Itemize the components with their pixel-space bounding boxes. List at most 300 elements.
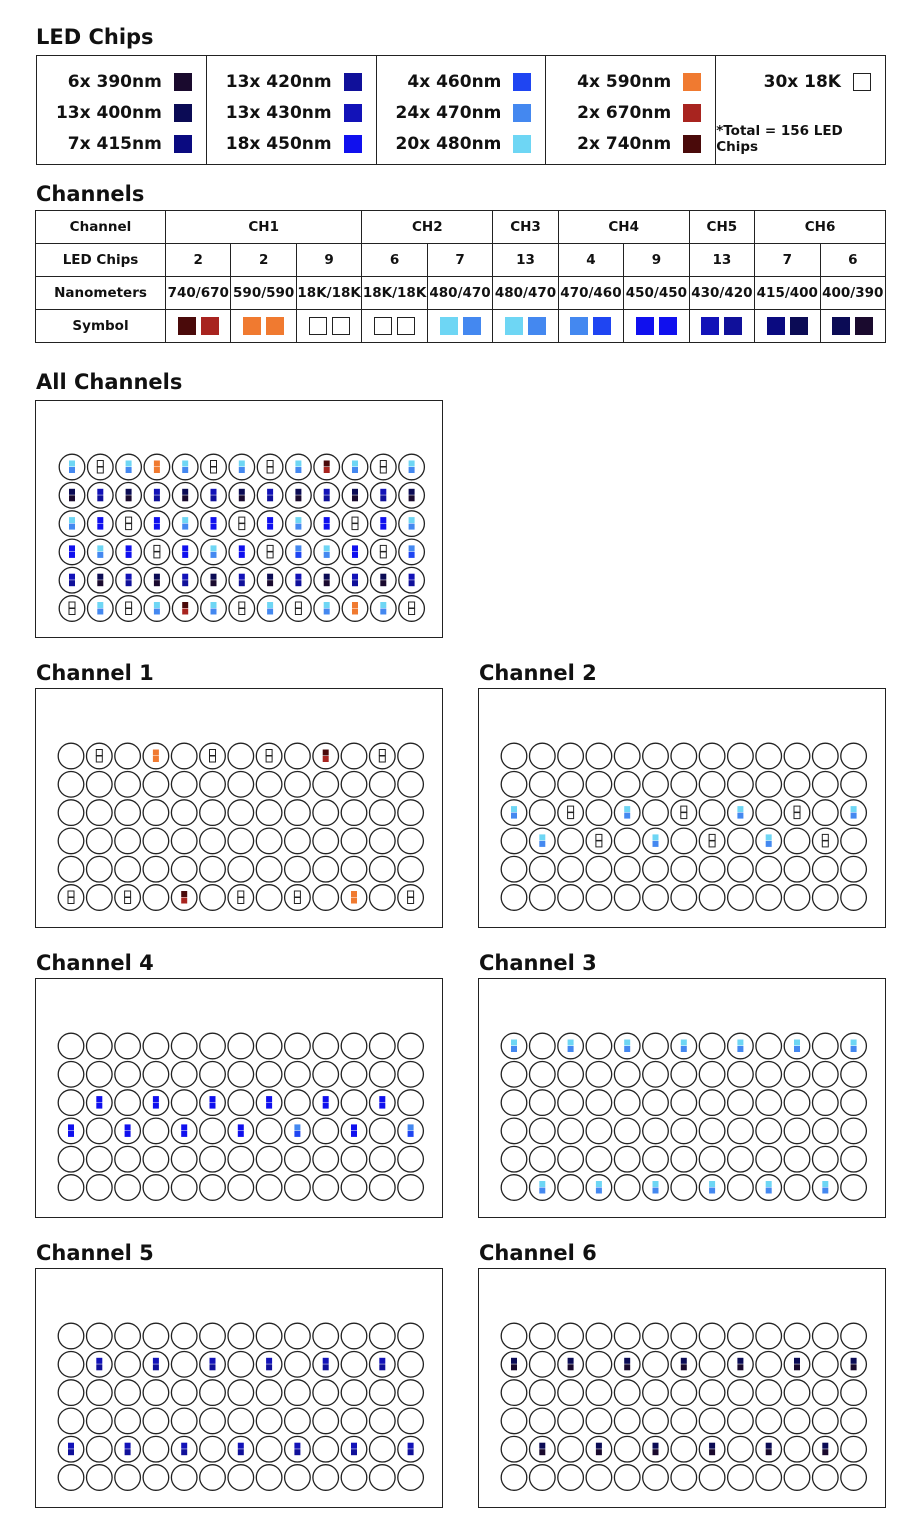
led-chip — [324, 580, 330, 586]
led-socket — [200, 800, 226, 826]
led-chip — [182, 574, 188, 580]
led-socket — [229, 483, 255, 509]
led-socket — [313, 1465, 339, 1491]
led-chip — [851, 1040, 857, 1046]
led-chip — [324, 609, 330, 615]
led-socket — [728, 1062, 754, 1088]
led-socket — [699, 1436, 725, 1462]
led-socket — [841, 1090, 867, 1116]
led-socket — [58, 743, 84, 769]
led-chip — [539, 1188, 545, 1194]
channel-header: CH4 — [558, 211, 689, 244]
led-socket — [699, 743, 725, 769]
led-chip — [239, 517, 245, 523]
led-socket — [813, 1146, 839, 1172]
led-chip — [294, 898, 300, 904]
led-socket — [115, 1118, 141, 1144]
legend-item-label: 24x 470nm — [395, 102, 502, 123]
led-socket — [87, 772, 113, 798]
led-socket — [285, 1146, 311, 1172]
led-socket — [171, 1323, 197, 1349]
led-chip — [568, 1358, 574, 1364]
led-socket — [728, 1380, 754, 1406]
led-chip — [709, 841, 715, 847]
led-chip — [408, 1443, 414, 1449]
led-socket — [784, 1090, 810, 1116]
led-socket — [530, 1118, 556, 1144]
led-socket — [398, 1436, 424, 1462]
led-chip — [238, 891, 244, 897]
led-chip — [352, 602, 358, 608]
led-socket — [728, 1146, 754, 1172]
led-socket — [586, 1090, 612, 1116]
led-chip — [511, 1046, 517, 1052]
led-chip — [267, 602, 273, 608]
led-chip — [653, 1449, 659, 1455]
nanometers-cell: 470/460 — [558, 277, 623, 310]
led-socket — [256, 1175, 282, 1201]
led-socket — [256, 772, 282, 798]
led-socket — [643, 1062, 669, 1088]
led-chip — [409, 489, 415, 495]
led-chip — [295, 467, 301, 473]
legend-item-label: 13x 400nm — [55, 102, 162, 123]
symbol-cell — [689, 310, 754, 343]
led-chip — [211, 467, 217, 473]
led-socket — [257, 511, 283, 537]
led-chip — [681, 1364, 687, 1370]
led-chip — [211, 552, 217, 558]
led-chip — [409, 495, 415, 501]
led-socket — [813, 1436, 839, 1462]
led-chip — [295, 545, 301, 551]
led-chip — [68, 1124, 74, 1130]
led-socket — [728, 1323, 754, 1349]
led-chip — [295, 517, 301, 523]
led-socket — [201, 511, 227, 537]
led-socket — [370, 1175, 396, 1201]
led-chip — [126, 467, 132, 473]
led-socket — [87, 1465, 113, 1491]
led-chip — [125, 1124, 131, 1130]
led-socket — [530, 1352, 556, 1378]
led-socket — [285, 743, 311, 769]
led-chip — [125, 1443, 131, 1449]
led-socket — [530, 1408, 556, 1434]
led-chip — [351, 1124, 357, 1130]
led-chip — [211, 489, 217, 495]
led-socket — [87, 1408, 113, 1434]
led-socket — [313, 1033, 339, 1059]
led-chip — [125, 891, 131, 897]
led-socket — [313, 772, 339, 798]
led-socket — [58, 1175, 84, 1201]
led-socket — [699, 885, 725, 911]
led-chip — [709, 1181, 715, 1187]
led-chip — [97, 524, 103, 530]
led-socket — [58, 1323, 84, 1349]
led-socket — [228, 743, 254, 769]
legend-swatch — [344, 104, 362, 122]
led-chip — [766, 841, 772, 847]
panel-title-ch5: Channel 5 — [36, 1241, 154, 1265]
led-chip — [352, 524, 358, 530]
led-chip — [295, 461, 301, 467]
led-socket — [58, 1352, 84, 1378]
led-socket — [671, 1062, 697, 1088]
led-socket — [87, 1380, 113, 1406]
led-socket — [256, 856, 282, 882]
led-chip — [380, 517, 386, 523]
led-socket — [756, 1380, 782, 1406]
led-socket — [115, 800, 141, 826]
led-chip — [239, 489, 245, 495]
led-chip — [709, 1443, 715, 1449]
led-chip — [379, 1358, 385, 1364]
led-chip — [153, 1364, 159, 1370]
led-chip — [126, 580, 132, 586]
led-socket — [256, 828, 282, 854]
led-socket — [115, 1090, 141, 1116]
led-socket — [501, 1408, 527, 1434]
led-socket — [756, 1118, 782, 1144]
led-socket — [399, 511, 425, 537]
led-chip — [239, 602, 245, 608]
led-chip — [154, 545, 160, 551]
led-chip — [323, 1096, 329, 1102]
led-socket — [228, 1118, 254, 1144]
led-chip — [239, 495, 245, 501]
led-socket — [643, 1033, 669, 1059]
led-socket — [813, 1408, 839, 1434]
led-socket — [398, 1090, 424, 1116]
led-socket — [256, 1408, 282, 1434]
led-socket — [87, 1436, 113, 1462]
led-chip — [324, 495, 330, 501]
nanometers-cell: 740/670 — [166, 277, 231, 310]
led-chip — [125, 898, 131, 904]
led-chip — [511, 1040, 517, 1046]
table-row — [36, 211, 886, 244]
led-chip — [97, 545, 103, 551]
led-chip — [324, 574, 330, 580]
led-chip — [323, 1364, 329, 1370]
led-chip — [126, 574, 132, 580]
led-socket — [841, 1323, 867, 1349]
led-chip — [539, 1181, 545, 1187]
led-socket — [671, 1175, 697, 1201]
legend-column — [546, 56, 716, 164]
led-chip — [380, 602, 386, 608]
led-chip — [266, 1103, 272, 1109]
led-chip — [352, 467, 358, 473]
led-chip — [126, 602, 132, 608]
led-socket — [143, 800, 169, 826]
led-chip — [352, 517, 358, 523]
led-chip — [97, 609, 103, 615]
channel-header: CH6 — [755, 211, 886, 244]
led-socket — [144, 511, 170, 537]
led-chip — [182, 517, 188, 523]
led-socket — [313, 1323, 339, 1349]
led-chip — [409, 545, 415, 551]
led-chip — [408, 1449, 414, 1455]
led-socket — [87, 800, 113, 826]
symbol-swatch — [701, 317, 719, 335]
led-socket — [643, 800, 669, 826]
led-chip — [794, 1364, 800, 1370]
channel-panel-ch2 — [478, 688, 886, 928]
led-chip — [181, 1443, 187, 1449]
led-chip — [380, 524, 386, 530]
led-chip — [267, 609, 273, 615]
led-chip — [409, 461, 415, 467]
led-chip — [295, 574, 301, 580]
led-socket — [341, 1323, 367, 1349]
led-chip — [409, 609, 415, 615]
nanometers-cell: 415/400 — [755, 277, 820, 310]
led-chip — [267, 580, 273, 586]
led-chip — [379, 1103, 385, 1109]
led-socket — [643, 856, 669, 882]
led-socket — [370, 828, 396, 854]
panel-title-ch1: Channel 1 — [36, 661, 154, 685]
led-chip — [238, 1443, 244, 1449]
led-socket — [171, 856, 197, 882]
led-socket — [558, 1175, 584, 1201]
led-socket — [200, 828, 226, 854]
led-chip — [408, 1131, 414, 1137]
led-chip — [409, 602, 415, 608]
led-chip — [737, 806, 743, 812]
led-socket — [313, 856, 339, 882]
led-chip — [568, 806, 574, 812]
led-chip — [409, 580, 415, 586]
led-socket — [671, 743, 697, 769]
led-socket — [501, 1465, 527, 1491]
led-socket — [143, 828, 169, 854]
symbol-swatch — [266, 317, 284, 335]
led-socket — [643, 1408, 669, 1434]
led-socket — [841, 743, 867, 769]
led-socket — [813, 1352, 839, 1378]
led-chip — [69, 552, 75, 558]
led-socket — [115, 1352, 141, 1378]
led-chip — [351, 898, 357, 904]
led-socket — [371, 483, 397, 509]
led-chip — [324, 552, 330, 558]
led-socket — [728, 772, 754, 798]
legend-swatch — [513, 135, 531, 153]
led-socket — [501, 743, 527, 769]
legend-total: *Total = 156 LED Chips — [716, 123, 843, 155]
led-chip — [379, 750, 385, 756]
led-chip — [681, 1046, 687, 1052]
symbol-cell — [362, 310, 427, 343]
led-socket — [256, 1465, 282, 1491]
legend-item — [207, 128, 362, 159]
led-chip — [69, 495, 75, 501]
led-socket — [530, 1436, 556, 1462]
led-chip — [379, 756, 385, 762]
led-chip — [126, 489, 132, 495]
led-chip — [568, 1046, 574, 1052]
led-chip — [210, 1103, 216, 1109]
led-socket — [313, 1146, 339, 1172]
led-chip — [239, 552, 245, 558]
led-socket — [285, 1380, 311, 1406]
led-socket — [143, 856, 169, 882]
led-socket — [171, 1118, 197, 1144]
led-socket — [341, 1408, 367, 1434]
symbol-swatch — [832, 317, 850, 335]
led-socket — [200, 885, 226, 911]
led-socket — [671, 772, 697, 798]
nanometers-cell: 400/390 — [820, 277, 885, 310]
legend-swatch — [513, 104, 531, 122]
led-chip — [653, 1443, 659, 1449]
panel-title-ch6: Channel 6 — [479, 1241, 597, 1265]
legend-swatch — [513, 73, 531, 91]
led-socket — [530, 1090, 556, 1116]
symbol-swatch — [767, 317, 785, 335]
led-socket — [699, 1062, 725, 1088]
led-socket — [728, 743, 754, 769]
led-socket — [370, 1323, 396, 1349]
led-socket — [200, 1146, 226, 1172]
table-row — [36, 244, 886, 277]
led-chip — [295, 489, 301, 495]
led-socket — [314, 483, 340, 509]
led-socket — [370, 1062, 396, 1088]
led-chip — [352, 489, 358, 495]
led-chip — [239, 609, 245, 615]
led-chip — [324, 602, 330, 608]
led-chip — [822, 841, 828, 847]
led-chip — [182, 580, 188, 586]
led-socket — [614, 856, 640, 882]
led-chip — [211, 495, 217, 501]
led-chip — [766, 1181, 772, 1187]
led-chip — [352, 545, 358, 551]
led-chip — [69, 461, 75, 467]
led-socket — [728, 1090, 754, 1116]
led-chip — [568, 1040, 574, 1046]
led-chip — [96, 750, 102, 756]
led-socket — [115, 1380, 141, 1406]
led-socket — [501, 885, 527, 911]
led-chip — [351, 891, 357, 897]
led-socket — [341, 1033, 367, 1059]
led-socket — [784, 1408, 810, 1434]
led-socket — [228, 1090, 254, 1116]
led-socket — [285, 1118, 311, 1144]
led-chip — [97, 461, 103, 467]
led-socket — [256, 1323, 282, 1349]
led-socket — [228, 1062, 254, 1088]
led-chip — [294, 891, 300, 897]
led-chip — [511, 1358, 517, 1364]
symbol-swatch — [570, 317, 588, 335]
led-chip — [851, 1364, 857, 1370]
nanometers-cell: 18K/18K — [362, 277, 427, 310]
chip-count-cell: 13 — [689, 244, 754, 277]
led-socket — [501, 856, 527, 882]
led-socket — [398, 743, 424, 769]
led-socket — [228, 1175, 254, 1201]
led-socket — [228, 856, 254, 882]
led-socket — [813, 743, 839, 769]
led-socket — [530, 1062, 556, 1088]
led-chip — [69, 574, 75, 580]
led-socket — [784, 885, 810, 911]
led-chip — [210, 750, 216, 756]
led-socket — [614, 1062, 640, 1088]
led-chip — [822, 1449, 828, 1455]
led-socket — [59, 483, 85, 509]
led-socket — [313, 1436, 339, 1462]
led-socket — [841, 1465, 867, 1491]
legend-item-label: 30x 18K — [763, 71, 841, 92]
led-socket — [285, 856, 311, 882]
led-chip — [409, 552, 415, 558]
led-socket — [643, 1380, 669, 1406]
led-chip — [96, 756, 102, 762]
led-chip — [380, 545, 386, 551]
led-chip — [295, 580, 301, 586]
table-row-label: Nanometers — [36, 277, 166, 310]
led-chips-legend — [36, 55, 886, 165]
led-socket — [285, 828, 311, 854]
chip-count-cell: 7 — [427, 244, 492, 277]
led-socket — [813, 1090, 839, 1116]
led-chip — [182, 461, 188, 467]
led-chip — [794, 806, 800, 812]
led-socket — [813, 800, 839, 826]
led-socket — [313, 1118, 339, 1144]
led-socket — [728, 1175, 754, 1201]
legend-item-label: 2x 740nm — [577, 133, 672, 154]
led-socket — [398, 1118, 424, 1144]
led-socket — [341, 1175, 367, 1201]
led-socket — [671, 1436, 697, 1462]
led-chip — [380, 495, 386, 501]
led-socket — [586, 1118, 612, 1144]
led-chip — [154, 517, 160, 523]
led-socket — [398, 1146, 424, 1172]
led-socket — [530, 885, 556, 911]
led-chip — [153, 750, 159, 756]
symbol-cell — [427, 310, 492, 343]
led-socket — [784, 1175, 810, 1201]
legend-swatch — [344, 135, 362, 153]
led-socket — [313, 1380, 339, 1406]
led-socket — [398, 1323, 424, 1349]
led-chip — [126, 517, 132, 523]
led-socket — [370, 1033, 396, 1059]
led-socket — [614, 772, 640, 798]
led-chip — [211, 574, 217, 580]
led-socket — [313, 800, 339, 826]
led-socket — [699, 1408, 725, 1434]
led-chip — [68, 1449, 74, 1455]
led-socket — [586, 1146, 612, 1172]
symbol-cell — [166, 310, 231, 343]
legend-item — [546, 66, 701, 97]
led-socket — [699, 1146, 725, 1172]
led-socket — [87, 1118, 113, 1144]
legend-item-label: 13x 430nm — [225, 102, 332, 123]
